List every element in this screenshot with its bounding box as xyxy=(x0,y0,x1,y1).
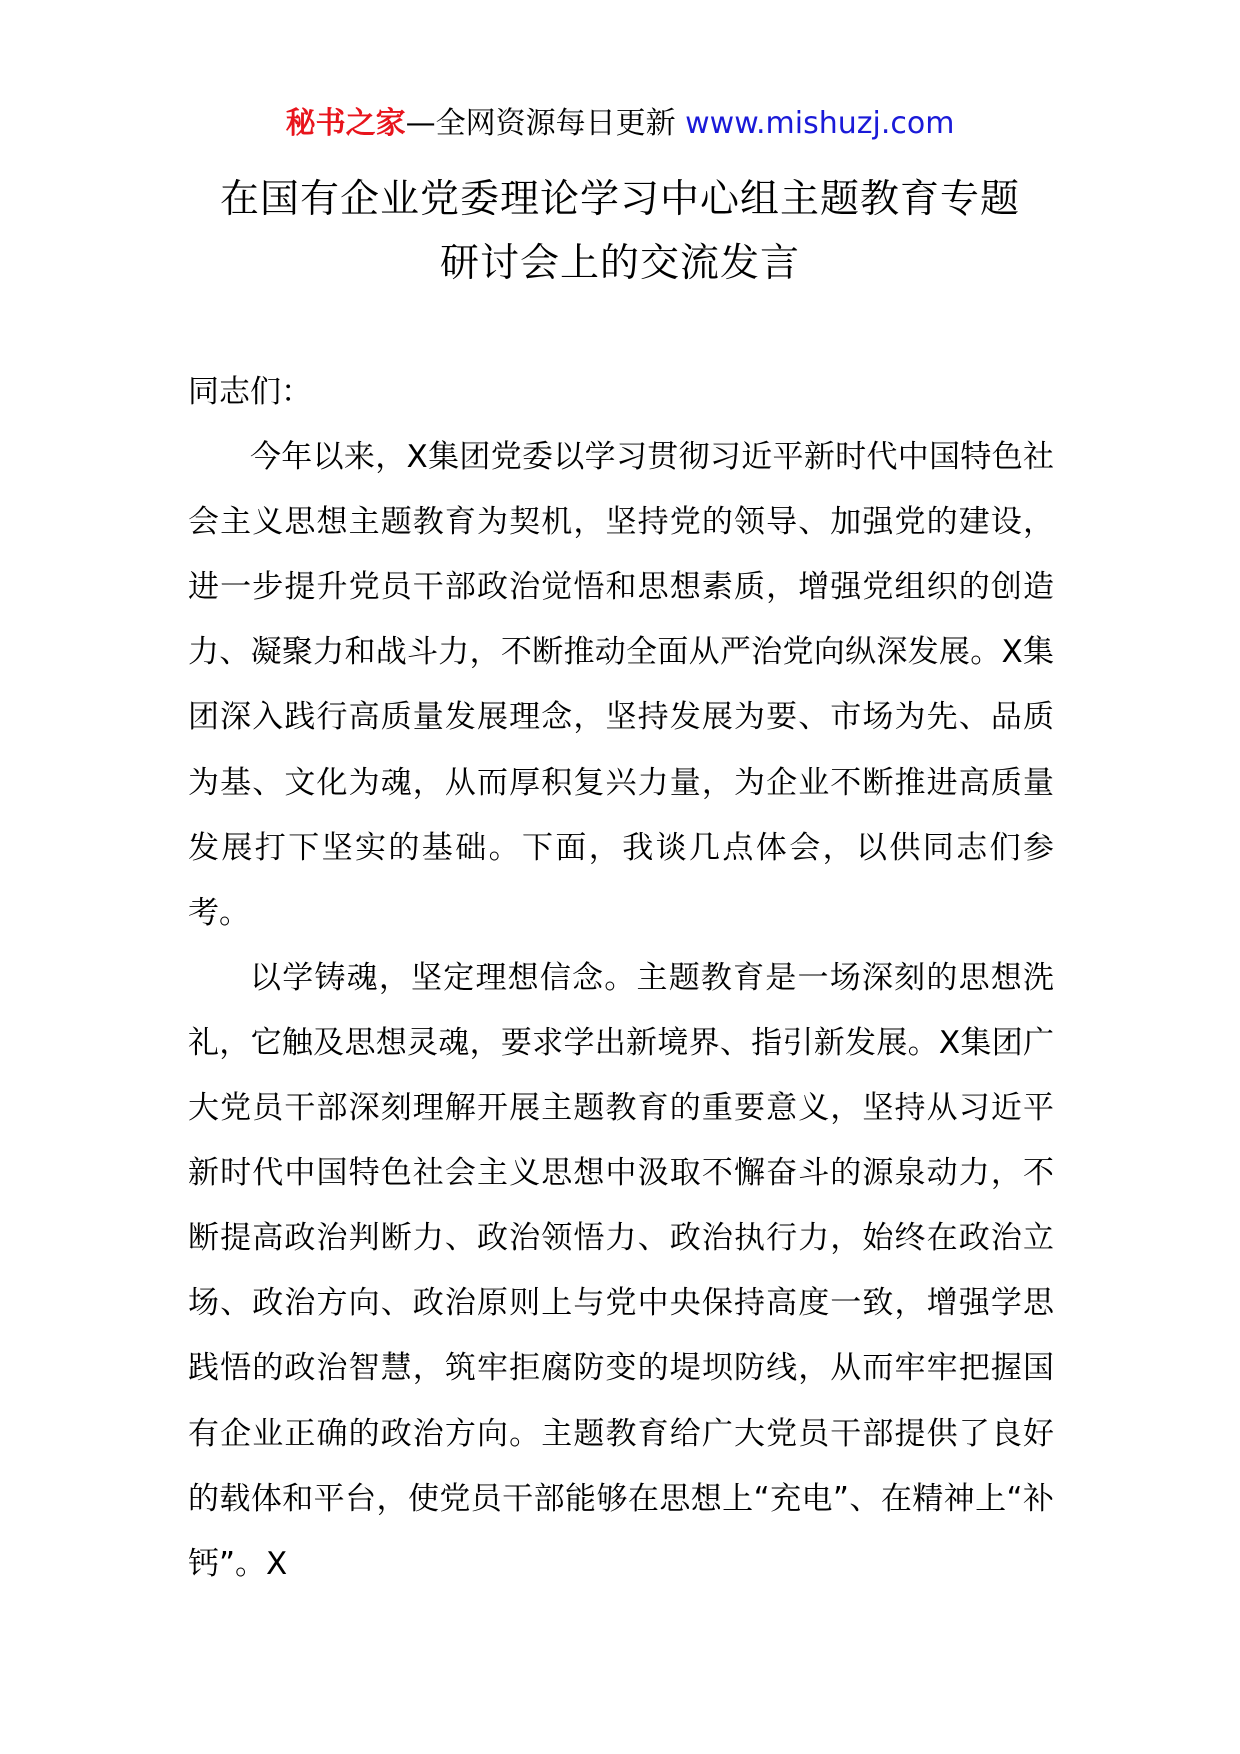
site-url-link[interactable]: www.mishuzj.com xyxy=(685,106,955,141)
site-banner xyxy=(0,104,1240,144)
title-line-1: 在国有企业党委理论学习中心组主题教育专题 xyxy=(219,177,1020,222)
greeting: 同志们： xyxy=(188,374,312,410)
paragraph-study: 以学铸魂，坚定理想信念。主题教育是一场深刻的思想洗礼，它触及思想灵魂，要求学出新境界、指引新发展。X集团广大党员干部深刻理解开展主题教育的重要意义，坚持从习近平新时代中国特色社会主义思想中汲取不懈奋斗的源泉动力，不断提高政治判断力、政治领悟力、政治执行力，始终在政治立场、政治方向、政治原则上与党中央保持高度一致，增强学思践悟的政治智慧，筑牢拒腐防变的堤坝防线，从而牢牢把握国有企业正确的政治方向。主题教育给广大党员干部提供了良好的载体和平台，使党员干部能够在思想上“充电”、在精神上“补钙”。X xyxy=(188,959,1054,1582)
document-body xyxy=(188,360,1054,1597)
paragraph-intro: 今年以来，X集团党委以学习贯彻习近平新时代中国特色社会主义思想主题教育为契机，坚持党的领导、加强党的建设，进一步提升党员干部政治觉悟和思想素质，增强党组织的创造力、凝聚力和战斗力，不断推动全面从严治党向纵深发展。X集团深入践行高质量发展理念，坚持发展为要、市场为先、品质为基、文化为魂，从而厚积复兴力量，为企业不断推进高质量发展打下坚实的基础。下面，我谈几点体会，以供同志们参考。 xyxy=(188,439,1054,931)
brand-name: 秘书之家 xyxy=(285,106,406,141)
title-line-2: 研讨会上的交流发言 xyxy=(439,241,800,286)
document-title xyxy=(0,168,1240,296)
banner-tagline: —全网资源每日更新 xyxy=(405,106,686,141)
